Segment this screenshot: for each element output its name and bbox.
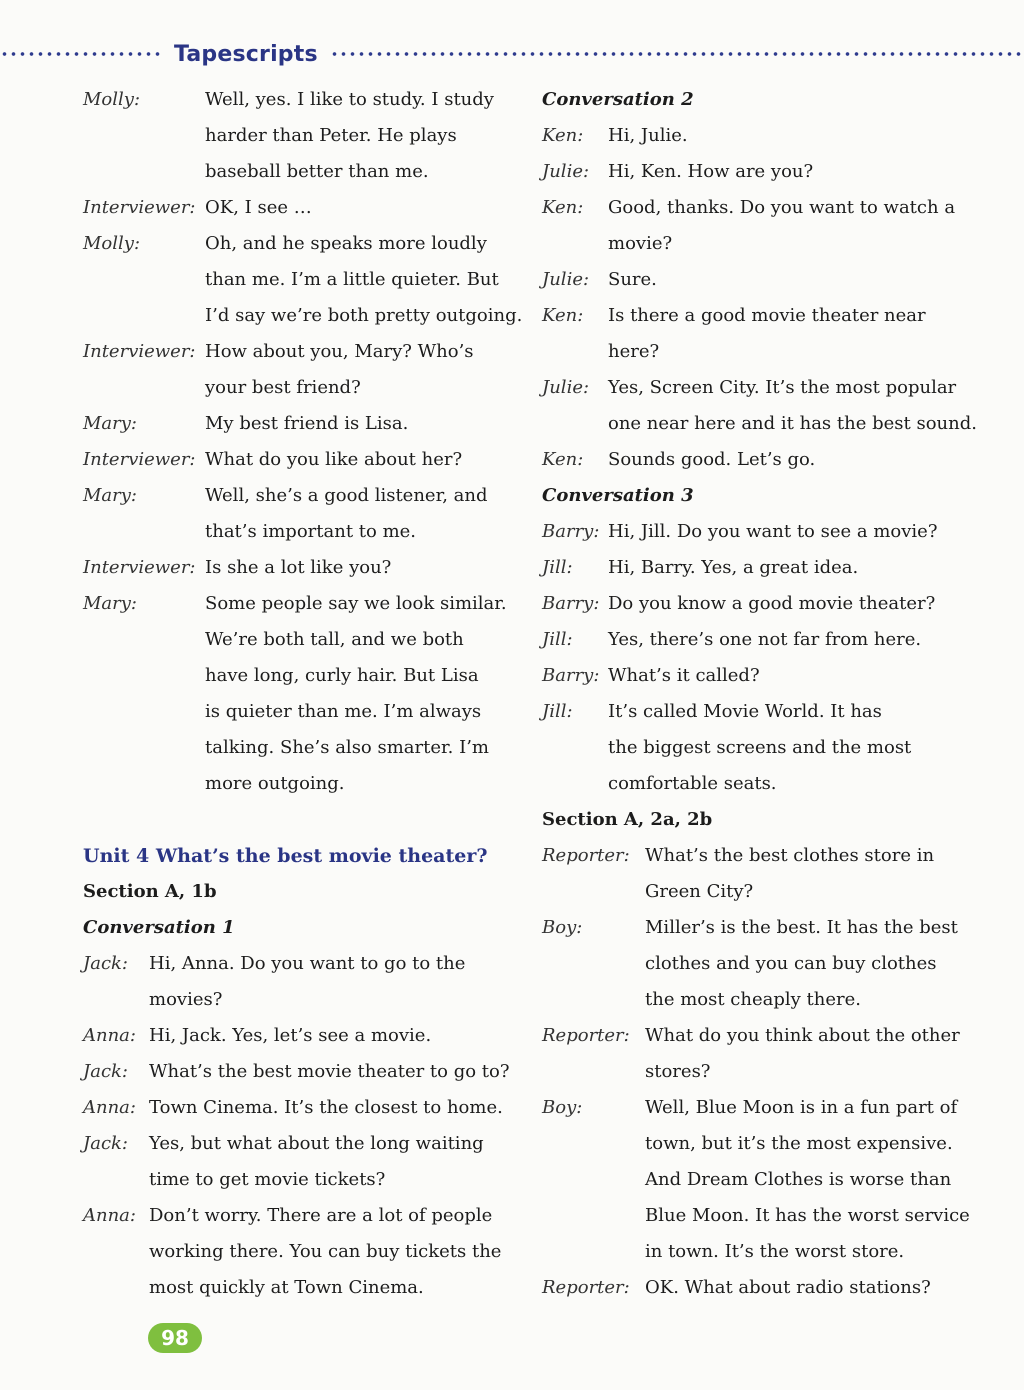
dialogue-text: We’re both tall, and we both xyxy=(205,629,464,650)
dialogue-text: OK. What about radio stations? xyxy=(645,1277,931,1298)
speaker-name: Reporter: xyxy=(542,845,630,866)
dialogue-text: Some people say we look similar. xyxy=(205,593,507,614)
speaker-name: Barry: xyxy=(542,665,600,686)
dialogue-text: working there. You can buy tickets the xyxy=(149,1241,502,1262)
dialogue-text: Well, she’s a good listener, and xyxy=(205,485,488,506)
speaker-name: Ken: xyxy=(542,449,584,470)
section-heading: Section A, 2a, 2b xyxy=(542,809,713,830)
dialogue-text: here? xyxy=(608,341,660,362)
speaker-name: Julie: xyxy=(542,377,590,398)
dialogue-text: than me. I’m a little quieter. But xyxy=(205,269,499,290)
dialogue-text: Is there a good movie theater near xyxy=(608,305,926,326)
dialogue-line xyxy=(542,874,982,910)
dialogue-text: time to get movie tickets? xyxy=(149,1169,386,1190)
dialogue-line xyxy=(83,82,513,118)
dialogue-line xyxy=(542,118,982,154)
dialogue-text: Miller’s is the best. It has the best xyxy=(645,917,958,938)
dialogue-text: I’d say we’re both pretty outgoing. xyxy=(205,305,523,326)
dialogue-text: the most cheaply there. xyxy=(645,989,861,1010)
dialogue-line xyxy=(83,226,513,262)
spacer xyxy=(83,802,513,838)
dialogue-text: What do you like about her? xyxy=(205,449,463,470)
speaker-name: Anna: xyxy=(83,1025,136,1046)
dialogue-text: comfortable seats. xyxy=(608,773,777,794)
speaker-name: Jill: xyxy=(542,629,573,650)
header-dots-right xyxy=(330,51,1024,57)
speaker-name: Ken: xyxy=(542,305,584,326)
speaker-name: Reporter: xyxy=(542,1277,630,1298)
dialogue-text: Sounds good. Let’s go. xyxy=(608,449,816,470)
dialogue-line xyxy=(83,298,523,334)
dialogue-text: Blue Moon. It has the worst service xyxy=(645,1205,970,1226)
dialogue-text: Sure. xyxy=(608,269,657,290)
dialogue-text: the biggest screens and the most xyxy=(608,737,912,758)
dialogue-line xyxy=(542,1162,982,1198)
dialogue-line xyxy=(83,694,513,730)
dialogue-line xyxy=(542,334,982,370)
dialogue-line xyxy=(542,1126,982,1162)
dialogue-line xyxy=(83,622,513,658)
dialogue-line xyxy=(542,226,982,262)
dialogue-line xyxy=(542,550,982,586)
speaker-name: Molly: xyxy=(83,89,141,110)
dialogue-text: harder than Peter. He plays xyxy=(205,125,457,146)
dialogue-line xyxy=(542,766,982,802)
dialogue-text: baseball better than me. xyxy=(205,161,429,182)
dialogue-text: talking. She’s also smarter. I’m xyxy=(205,737,489,758)
dialogue-line xyxy=(542,658,982,694)
unit-title: Unit 4 What’s the best movie theater? xyxy=(83,845,488,867)
dialogue-text: OK, I see … xyxy=(205,197,312,218)
dialogue-line xyxy=(83,406,513,442)
speaker-name: Barry: xyxy=(542,593,600,614)
right-column xyxy=(542,82,982,1306)
dialogue-text: your best friend? xyxy=(205,377,361,398)
conversation-heading: Conversation 2 xyxy=(542,89,694,110)
dialogue-line xyxy=(542,262,982,298)
dialogue-line xyxy=(542,982,982,1018)
dialogue-line xyxy=(542,1198,982,1234)
dialogue-line xyxy=(542,1270,982,1306)
dialogue-text: And Dream Clothes is worse than xyxy=(645,1169,952,1190)
dialogue-text: in town. It’s the worst store. xyxy=(645,1241,905,1262)
dialogue-line xyxy=(542,154,982,190)
dialogue-text: Do you know a good movie theater? xyxy=(608,593,936,614)
speaker-name: Interviewer: xyxy=(83,557,196,578)
dialogue-line xyxy=(83,1054,513,1090)
dialogue-line xyxy=(83,730,513,766)
dialogue-line xyxy=(83,766,513,802)
dialogue-line xyxy=(542,622,982,658)
dialogue-line xyxy=(542,298,982,334)
dialogue-text: What do you think about the other xyxy=(645,1025,960,1046)
speaker-name: Barry: xyxy=(542,521,600,542)
dialogue-line xyxy=(542,514,982,550)
speaker-name: Jack: xyxy=(83,1133,128,1154)
dialogue-line xyxy=(83,658,513,694)
conversation-heading: Conversation 3 xyxy=(542,485,694,506)
dialogue-line xyxy=(83,514,513,550)
speaker-name: Reporter: xyxy=(542,1025,630,1046)
dialogue-line xyxy=(542,442,982,478)
dialogue-line xyxy=(83,334,513,370)
speaker-name: Interviewer: xyxy=(83,449,196,470)
dialogue-line xyxy=(83,1018,513,1054)
dialogue-text: Well, Blue Moon is in a fun part of xyxy=(645,1097,958,1118)
dialogue-text: movies? xyxy=(149,989,223,1010)
speaker-name: Julie: xyxy=(542,269,590,290)
speaker-name: Boy: xyxy=(542,1097,583,1118)
speaker-name: Julie: xyxy=(542,161,590,182)
dialogue-text: most quickly at Town Cinema. xyxy=(149,1277,424,1298)
left-column xyxy=(83,82,523,1306)
dialogue-text: more outgoing. xyxy=(205,773,345,794)
dialogue-line xyxy=(83,946,513,982)
dialogue-line xyxy=(542,946,982,982)
dialogue-line xyxy=(83,190,513,226)
dialogue-line xyxy=(542,694,982,730)
dialogue-text: Yes, there’s one not far from here. xyxy=(608,629,922,650)
dialogue-line xyxy=(83,1198,513,1234)
dialogue-text: is quieter than me. I’m always xyxy=(205,701,482,722)
dialogue-text: Well, yes. I like to study. I study xyxy=(205,89,494,110)
dialogue-line xyxy=(83,586,513,622)
dialogue-line xyxy=(542,370,982,406)
dialogue-text: Hi, Julie. xyxy=(608,125,688,146)
dialogue-text: one near here and it has the best sound. xyxy=(608,413,977,434)
dialogue-text: My best friend is Lisa. xyxy=(205,413,409,434)
dialogue-text: that’s important to me. xyxy=(205,521,417,542)
dialogue-line xyxy=(542,730,982,766)
dialogue-text: Hi, Barry. Yes, a great idea. xyxy=(608,557,859,578)
dialogue-text: have long, curly hair. But Lisa xyxy=(205,665,479,686)
speaker-name: Mary: xyxy=(83,485,137,506)
dialogue-line xyxy=(83,1234,513,1270)
dialogue-text: Don’t worry. There are a lot of people xyxy=(149,1205,493,1226)
dialogue-text: How about you, Mary? Who’s xyxy=(205,341,474,362)
dialogue-line xyxy=(542,406,982,442)
speaker-name: Boy: xyxy=(542,917,583,938)
dialogue-line xyxy=(542,838,982,874)
dialogue-line xyxy=(83,442,513,478)
speaker-name: Jack: xyxy=(83,953,128,974)
dialogue-text: What’s the best clothes store in xyxy=(645,845,935,866)
dialogue-text: movie? xyxy=(608,233,673,254)
speaker-name: Jack: xyxy=(83,1061,128,1082)
page-number: 98 xyxy=(148,1323,202,1353)
conversation-heading: Conversation 1 xyxy=(83,917,235,938)
dialogue-text: What’s the best movie theater to go to? xyxy=(149,1061,510,1082)
speaker-name: Ken: xyxy=(542,197,584,218)
speaker-name: Ken: xyxy=(542,125,584,146)
speaker-name: Mary: xyxy=(83,593,137,614)
tapescripts-header xyxy=(0,38,1024,70)
dialogue-text: clothes and you can buy clothes xyxy=(645,953,937,974)
dialogue-line xyxy=(83,262,513,298)
dialogue-text: It’s called Movie World. It has xyxy=(608,701,882,722)
dialogue-line xyxy=(83,1270,513,1306)
dialogue-text: Yes, but what about the long waiting xyxy=(149,1133,484,1154)
dialogue-line xyxy=(542,910,982,946)
dialogue-line xyxy=(542,586,982,622)
section-heading: Section A, 1b xyxy=(83,881,217,902)
dialogue-line xyxy=(83,1126,513,1162)
dialogue-text: stores? xyxy=(645,1061,711,1082)
speaker-name: Jill: xyxy=(542,701,573,722)
dialogue-line xyxy=(542,1234,982,1270)
dialogue-text: What’s it called? xyxy=(608,665,760,686)
dialogue-line xyxy=(83,478,513,514)
speaker-name: Anna: xyxy=(83,1205,136,1226)
dialogue-line xyxy=(542,190,982,226)
dialogue-text: Hi, Ken. How are you? xyxy=(608,161,814,182)
dialogue-line xyxy=(83,118,513,154)
dialogue-text: Is she a lot like you? xyxy=(205,557,392,578)
speaker-name: Jill: xyxy=(542,557,573,578)
dialogue-line xyxy=(542,1054,982,1090)
header-dots-left xyxy=(0,51,162,57)
dialogue-line xyxy=(83,1162,513,1198)
dialogue-line xyxy=(542,1018,982,1054)
dialogue-line xyxy=(83,370,513,406)
speaker-name: Anna: xyxy=(83,1097,136,1118)
dialogue-text: Yes, Screen City. It’s the most popular xyxy=(608,377,957,398)
dialogue-line xyxy=(83,154,513,190)
speaker-name: Interviewer: xyxy=(83,341,196,362)
header-title: Tapescripts xyxy=(174,41,318,67)
dialogue-line xyxy=(83,1090,513,1126)
dialogue-line xyxy=(83,550,513,586)
speaker-name: Molly: xyxy=(83,233,141,254)
dialogue-text: Hi, Jill. Do you want to see a movie? xyxy=(608,521,938,542)
dialogue-text: Town Cinema. It’s the closest to home. xyxy=(149,1097,503,1118)
speaker-name: Interviewer: xyxy=(83,197,196,218)
dialogue-text: town, but it’s the most expensive. xyxy=(645,1133,953,1154)
dialogue-text: Green City? xyxy=(645,881,754,902)
dialogue-line xyxy=(542,1090,982,1126)
dialogue-text: Hi, Anna. Do you want to go to the xyxy=(149,953,466,974)
dialogue-text: Good, thanks. Do you want to watch a xyxy=(608,197,956,218)
dialogue-text: Hi, Jack. Yes, let’s see a movie. xyxy=(149,1025,432,1046)
dialogue-line xyxy=(83,982,513,1018)
speaker-name: Mary: xyxy=(83,413,137,434)
dialogue-text: Oh, and he speaks more loudly xyxy=(205,233,487,254)
